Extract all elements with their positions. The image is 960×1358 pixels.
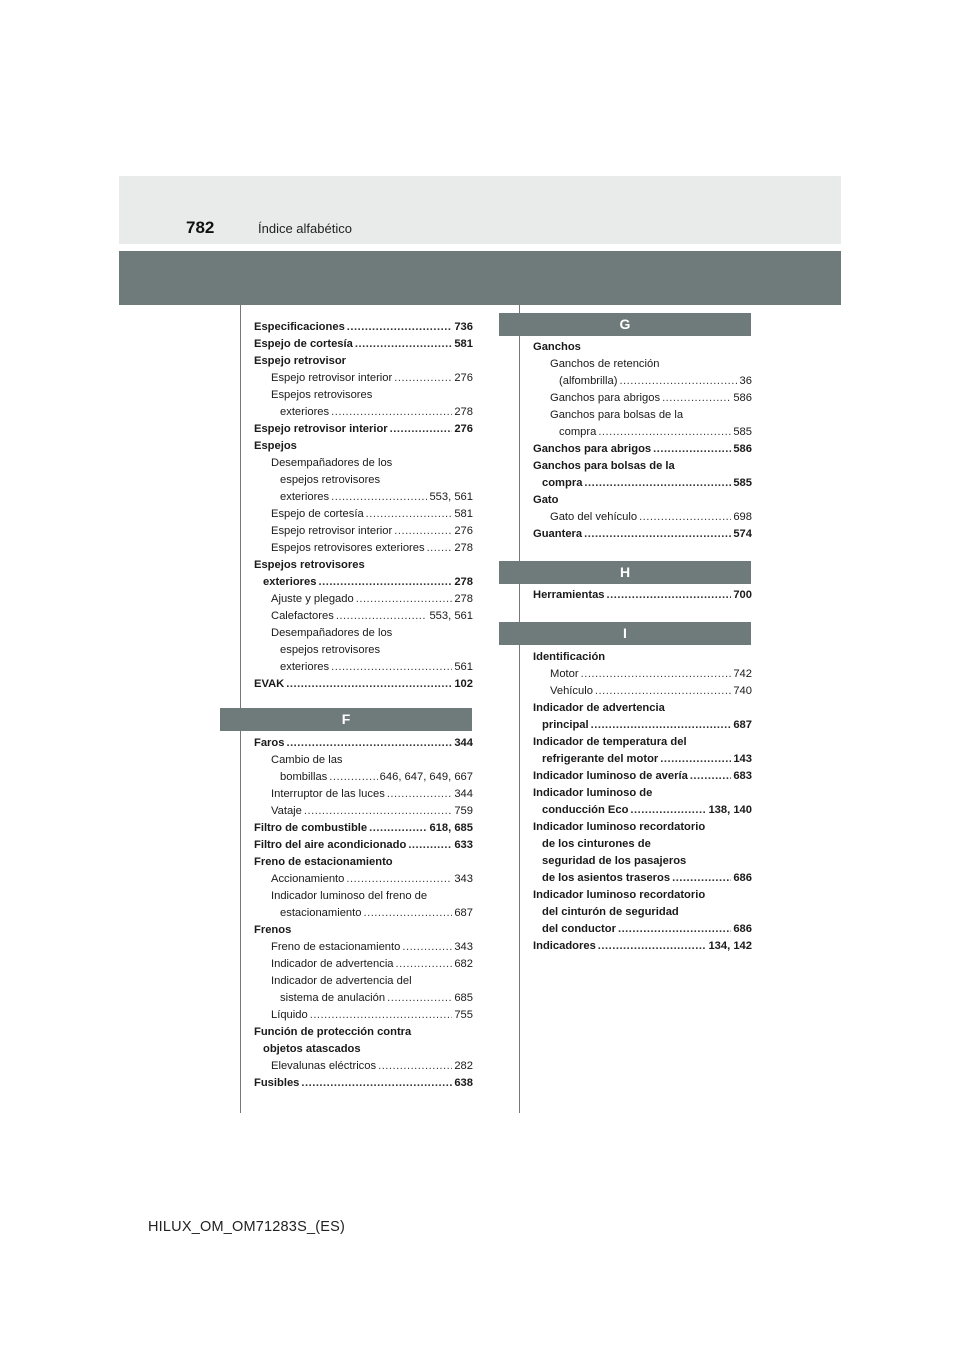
dot-leader [336, 608, 428, 625]
index-entry-label: Indicador luminoso recordatorio [533, 889, 706, 901]
index-entry-label: Indicador de advertencia [271, 958, 394, 970]
index-entry-label: exteriores [280, 406, 330, 418]
index-entry [254, 922, 473, 939]
index-entry [533, 526, 752, 543]
index-entry-page[interactable]: 586 [733, 443, 752, 455]
index-entry-page[interactable]: 638 [454, 1077, 473, 1089]
index-entry-label: Identificación [533, 651, 606, 663]
index-entry-page[interactable]: 278 [454, 406, 473, 418]
dot-leader [356, 591, 453, 608]
index-entry [254, 1058, 473, 1075]
index-entry [254, 956, 473, 973]
index-entry-label: Espejos retrovisores exteriores [271, 542, 425, 554]
index-entry-label: Gato del vehículo [550, 511, 638, 523]
index-entry-label: Espejo retrovisor interior [271, 372, 393, 384]
index-entry-label: Espejo retrovisor [254, 355, 347, 367]
index-entry [254, 506, 473, 523]
index-entry [533, 373, 752, 390]
dot-leader [595, 683, 731, 700]
index-entry [533, 492, 752, 509]
index-entry-page[interactable]: 585 [733, 477, 752, 489]
index-entry-label: Espejos retrovisores [254, 559, 365, 571]
index-entry-page[interactable]: 687 [454, 907, 473, 919]
index-entry-label: Ganchos para bolsas de la [550, 409, 684, 421]
index-entry [254, 1007, 473, 1024]
index-entry [533, 785, 752, 802]
index-entry [254, 752, 473, 769]
index-entry [254, 659, 473, 676]
index-entry-label: Indicador luminoso del freno de [271, 890, 428, 902]
index-entry-label: Especificaciones [254, 321, 345, 333]
index-entry [254, 438, 473, 455]
index-entry-page[interactable]: 561 [454, 661, 473, 673]
dot-leader [662, 390, 731, 407]
index-entry-label: Faros [254, 737, 285, 749]
dot-leader [672, 870, 731, 887]
index-entry [254, 557, 473, 574]
dot-leader [584, 475, 731, 492]
index-entry [533, 717, 752, 734]
index-entry-label: conducción Eco [542, 804, 629, 816]
index-entry [254, 888, 473, 905]
index-entry-label: Herramientas [533, 589, 605, 601]
index-entry-label: Líquido [271, 1009, 308, 1021]
index-entry [254, 939, 473, 956]
index-entry [533, 587, 752, 604]
index-entry [254, 871, 473, 888]
index-entry-label: del cinturón de seguridad [542, 906, 679, 918]
index-entry-page[interactable]: 700 [733, 589, 752, 601]
letter-heading-i: I [499, 622, 751, 645]
index-entry-page[interactable]: 736 [454, 321, 473, 333]
index-entry [533, 441, 752, 458]
index-entry-label: Ganchos para abrigos [533, 443, 652, 455]
index-entry-label: exteriores [280, 661, 330, 673]
index-entry [254, 319, 473, 336]
index-entry [533, 836, 752, 853]
index-entry [254, 353, 473, 370]
dot-leader [584, 526, 731, 543]
header-top-band [119, 176, 841, 244]
dot-leader [329, 769, 377, 786]
index-entry [533, 751, 752, 768]
index-entry-page[interactable]: 698 [733, 511, 752, 523]
index-list-e [254, 319, 473, 693]
index-entry [254, 591, 473, 608]
index-entry [254, 769, 473, 786]
dot-leader [427, 540, 453, 557]
dot-leader [619, 373, 737, 390]
index-entry [533, 666, 752, 683]
index-entry-label: Guantera [533, 528, 583, 540]
index-entry [254, 905, 473, 922]
index-entry-page[interactable]: 343 [454, 873, 473, 885]
index-entry-label: (alfombrilla) [559, 375, 618, 387]
index-list-h [533, 587, 752, 604]
index-entry-page[interactable]: 633 [454, 839, 473, 851]
index-entry [533, 802, 752, 819]
header-band [119, 251, 841, 305]
dot-leader [390, 421, 453, 438]
index-entry-label: Desempañadores de los [271, 627, 393, 639]
index-entry-label: espejos retrovisores [280, 474, 381, 486]
dot-leader [660, 751, 731, 768]
index-entry-page[interactable]: 553, 561 [429, 610, 473, 622]
dot-leader [598, 938, 707, 955]
dot-leader [598, 424, 731, 441]
index-entry-label: Espejo retrovisor interior [271, 525, 393, 537]
index-entry-page[interactable]: 36 [739, 375, 752, 387]
index-entry-label: compra [542, 477, 583, 489]
dot-leader [355, 336, 452, 353]
index-list-f [254, 735, 473, 1092]
index-entry-label: Ajuste y plegado [271, 593, 354, 605]
index-entry-label: refrigerante del motor [542, 753, 659, 765]
index-entry-page[interactable]: 683 [733, 770, 752, 782]
index-entry-page[interactable]: 740 [733, 685, 752, 697]
index-entry [254, 370, 473, 387]
index-entry-page[interactable]: 278 [454, 576, 473, 588]
index-entry-label: Fusibles [254, 1077, 300, 1089]
index-entry [533, 819, 752, 836]
dot-leader [394, 370, 452, 387]
dot-leader [366, 506, 453, 523]
index-entry-label: Vataje [271, 805, 302, 817]
index-entry [533, 853, 752, 870]
index-list-g [533, 339, 752, 543]
index-entry-page[interactable]: 759 [454, 805, 473, 817]
index-entry-label: Filtro del aire acondicionado [254, 839, 407, 851]
index-entry-page[interactable]: 344 [454, 737, 473, 749]
index-entry [254, 735, 473, 752]
index-entry [533, 339, 752, 356]
dot-leader [286, 735, 452, 752]
index-entry-label: bombillas [280, 771, 328, 783]
dot-leader [402, 939, 452, 956]
index-entry-label: Motor [550, 668, 579, 680]
index-entry [533, 424, 752, 441]
index-entry [533, 649, 752, 666]
index-entry [254, 574, 473, 591]
index-entry-label: EVAK [254, 678, 285, 690]
index-entry-page[interactable]: 585 [733, 426, 752, 438]
letter-heading-f: F [220, 708, 472, 731]
index-entry-label: del conductor [542, 923, 616, 935]
index-entry-label: Espejo retrovisor interior [254, 423, 388, 435]
index-entry-page[interactable]: 574 [733, 528, 752, 540]
letter-heading-g: G [499, 313, 751, 336]
index-entry [533, 904, 752, 921]
index-entry-page[interactable]: 581 [454, 338, 473, 350]
document-id: HILUX_OM_OM71283S_(ES) [148, 1219, 346, 1235]
index-entry-page[interactable]: 278 [454, 593, 473, 605]
index-entry-label: Ganchos [533, 341, 581, 353]
index-entry-label: Ganchos para bolsas de la [533, 460, 675, 472]
dot-leader [690, 768, 732, 785]
index-entry-label: Calefactores [271, 610, 334, 622]
index-entry-page[interactable]: 682 [454, 958, 473, 970]
index-entry-page[interactable]: 344 [454, 788, 473, 800]
index-entry-page[interactable]: 742 [733, 668, 752, 680]
index-entry-label: Frenos [254, 924, 292, 936]
dot-leader [394, 523, 452, 540]
index-entry [533, 938, 752, 955]
index-entry-label: Filtro de combustible [254, 822, 368, 834]
index-entry-label: Vehículo [550, 685, 593, 697]
index-entry [533, 407, 752, 424]
dot-leader [347, 319, 453, 336]
index-entry [254, 523, 473, 540]
index-entry [254, 472, 473, 489]
index-entry-label: Indicador luminoso de avería [533, 770, 688, 782]
index-entry [254, 336, 473, 353]
index-entry-page[interactable]: 685 [454, 992, 473, 1004]
dot-leader [331, 404, 452, 421]
index-entry-page[interactable]: 686 [733, 872, 752, 884]
dot-leader [581, 666, 732, 683]
index-entry [254, 455, 473, 472]
index-entry-page[interactable]: 276 [454, 372, 473, 384]
index-entry-label: Freno de estacionamiento [271, 941, 401, 953]
index-entry-label: Indicador luminoso de [533, 787, 653, 799]
index-entry-page[interactable]: 581 [454, 508, 473, 520]
index-entry [254, 973, 473, 990]
index-entry [533, 768, 752, 785]
index-entry-label: Interruptor de las luces [271, 788, 385, 800]
index-entry [254, 676, 473, 693]
dot-leader [304, 803, 452, 820]
index-entry-page[interactable]: 102 [454, 678, 473, 690]
index-entry [533, 734, 752, 751]
index-column-right [519, 305, 752, 1113]
index-entry-page[interactable]: 278 [454, 542, 473, 554]
index-entry-page[interactable]: 276 [454, 525, 473, 537]
index-entry-label: espejos retrovisores [280, 644, 381, 656]
section-title: Índice alfabético [258, 221, 352, 236]
index-entry [254, 1024, 473, 1041]
dot-leader [639, 509, 731, 526]
index-entry-page[interactable]: 282 [454, 1060, 473, 1072]
index-entry [254, 540, 473, 557]
dot-leader [301, 1075, 452, 1092]
index-entry [254, 1041, 473, 1058]
index-entry-page[interactable]: 646, 647, 649, 667 [379, 771, 473, 783]
index-entry [254, 404, 473, 421]
index-entry-label: Indicadores [533, 940, 596, 952]
index-entry-label: principal [542, 719, 589, 731]
dot-leader [387, 990, 452, 1007]
index-entry-page[interactable]: 618, 685 [429, 822, 473, 834]
index-entry-label: exteriores [263, 576, 317, 588]
dot-leader [310, 1007, 453, 1024]
index-entry [254, 489, 473, 506]
index-entry-label: Espejo de cortesía [254, 338, 353, 350]
index-entry-label: Función de protección contra [254, 1026, 412, 1038]
index-entry-page[interactable]: 276 [454, 423, 473, 435]
dot-leader [630, 802, 706, 819]
index-entry [254, 786, 473, 803]
index-entry [533, 700, 752, 717]
dot-leader [346, 871, 452, 888]
index-entry-label: Espejos [254, 440, 297, 452]
index-entry-label: Elevalunas eléctricos [271, 1060, 377, 1072]
index-entry-label: objetos atascados [263, 1043, 361, 1055]
index-entry-label: Indicador luminoso recordatorio [533, 821, 706, 833]
letter-heading-h: H [499, 561, 751, 584]
index-entry [254, 820, 473, 837]
index-entry-label: seguridad de los pasajeros [542, 855, 687, 867]
index-entry-label: Accionamiento [271, 873, 345, 885]
index-entry [254, 803, 473, 820]
index-entry [254, 642, 473, 659]
page-number: 782 [186, 218, 215, 237]
index-entry [254, 990, 473, 1007]
dot-leader [369, 820, 427, 837]
dot-leader [408, 837, 452, 854]
index-entry-label: Espejo de cortesía [271, 508, 364, 520]
index-entry-label: Gato [533, 494, 559, 506]
dot-leader [331, 659, 452, 676]
index-entry-label: Espejos retrovisores [271, 389, 373, 401]
dot-leader [319, 574, 453, 591]
index-entry-page[interactable]: 586 [733, 392, 752, 404]
index-entry-label: estacionamiento [280, 907, 362, 919]
index-entry-page[interactable]: 553, 561 [429, 491, 473, 503]
index-entry-page[interactable]: 687 [733, 719, 752, 731]
dot-leader [396, 956, 453, 973]
dot-leader [653, 441, 731, 458]
index-entry-page[interactable]: 138, 140 [708, 804, 752, 816]
dot-leader [286, 676, 452, 693]
index-entry-label: exteriores [280, 491, 330, 503]
index-entry [254, 1075, 473, 1092]
index-entry-label: Indicador de advertencia del [271, 975, 412, 987]
index-entry-label: Cambio de las [271, 754, 343, 766]
index-column-left [240, 305, 473, 1113]
index-entry-page[interactable]: 134, 142 [708, 940, 752, 952]
index-entry [533, 921, 752, 938]
index-entry-label: compra [559, 426, 597, 438]
index-entry [254, 854, 473, 871]
index-entry [533, 887, 752, 904]
index-entry [533, 390, 752, 407]
index-entry-label: Indicador de temperatura del [533, 736, 687, 748]
index-entry [533, 458, 752, 475]
index-entry-label: Indicador de advertencia [533, 702, 665, 714]
index-entry [533, 683, 752, 700]
index-entry [533, 509, 752, 526]
dot-leader [378, 1058, 452, 1075]
index-entry [254, 421, 473, 438]
index-entry-page[interactable]: 343 [454, 941, 473, 953]
index-entry-page[interactable]: 143 [733, 753, 752, 765]
index-entry [254, 837, 473, 854]
dot-leader [331, 489, 427, 506]
dot-leader [387, 786, 453, 803]
index-entry [533, 475, 752, 492]
index-entry [533, 870, 752, 887]
index-entry [533, 356, 752, 373]
index-entry-label: sistema de anulación [280, 992, 386, 1004]
index-entry-label: de los cinturones de [542, 838, 651, 850]
index-list-i [533, 649, 752, 955]
dot-leader [618, 921, 731, 938]
index-entry [254, 608, 473, 625]
index-entry-page[interactable]: 686 [733, 923, 752, 935]
index-entry-label: Freno de estacionamiento [254, 856, 393, 868]
dot-leader [363, 905, 452, 922]
index-entry-label: Ganchos para abrigos [550, 392, 661, 404]
dot-leader [591, 717, 732, 734]
dot-leader [607, 587, 732, 604]
index-entry [254, 625, 473, 642]
index-entry [254, 387, 473, 404]
index-entry-label: de los asientos traseros [542, 872, 671, 884]
index-entry-label: Desempañadores de los [271, 457, 393, 469]
index-entry-page[interactable]: 755 [454, 1009, 473, 1021]
index-entry-label: Ganchos de retención [550, 358, 660, 370]
